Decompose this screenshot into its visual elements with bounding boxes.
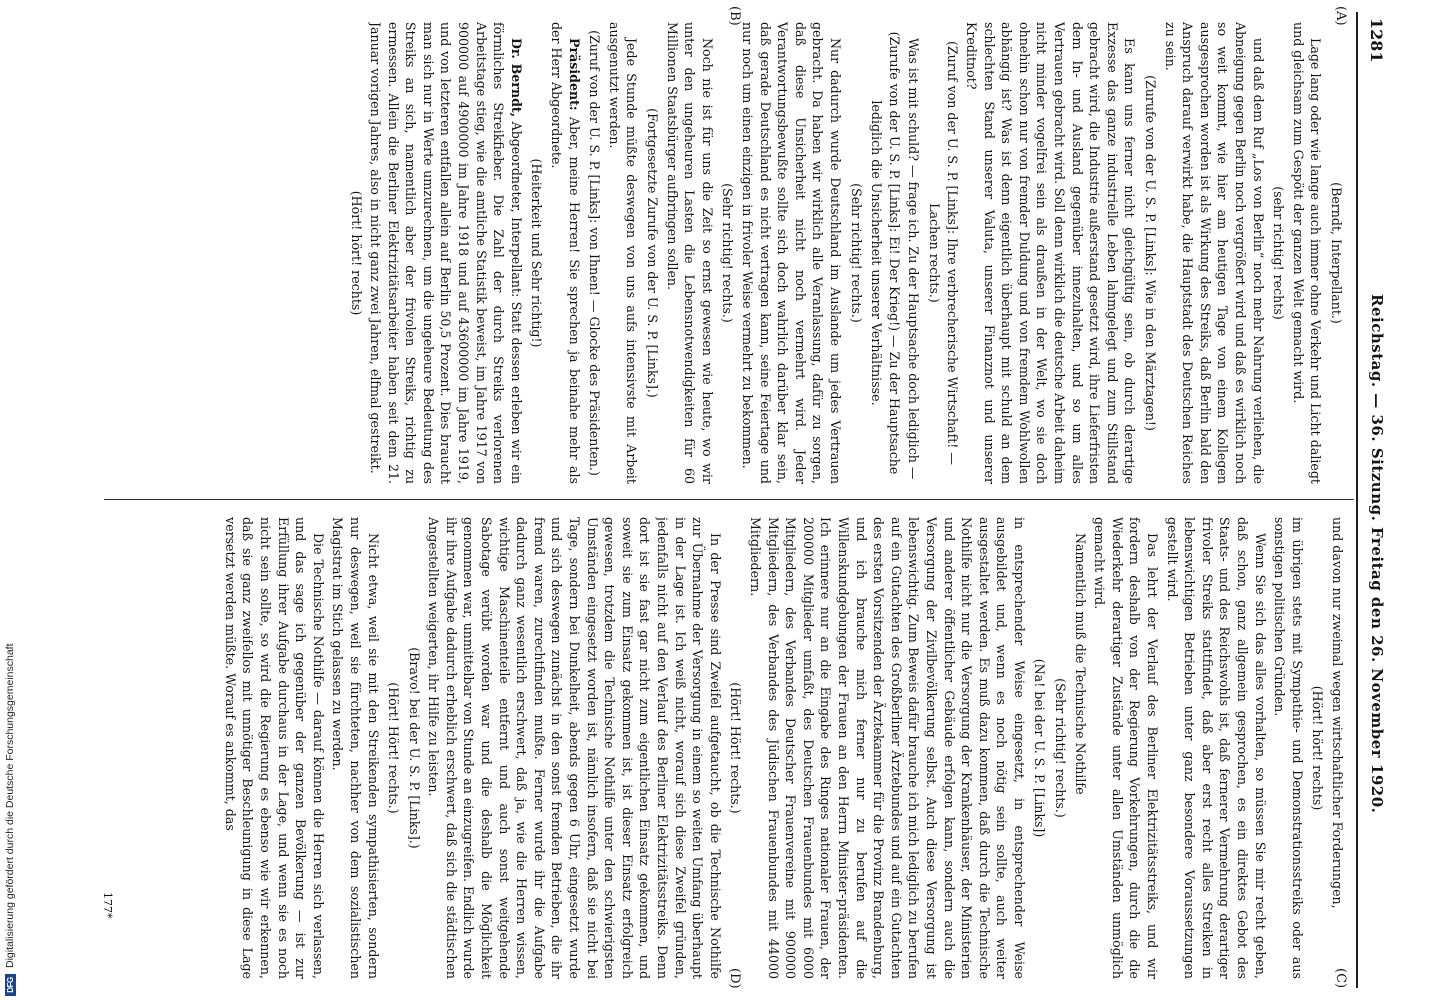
page-number: 1281 bbox=[1367, 18, 1386, 63]
speech-paragraph bbox=[547, 22, 582, 484]
margin-marker-b: (B) bbox=[727, 6, 742, 26]
margin-marker-a: (A) bbox=[1333, 6, 1348, 26]
interjection: (Sehr richtig! rechts.) bbox=[848, 183, 864, 323]
interjection: (sehr richtig! rechts) bbox=[1271, 186, 1287, 320]
speech-text: Abgeordneter, Interpellant: Statt dessen erleben wir ein förmliches Streikfieber. Die Zahl der durch Streiks verlorenen Arbeitstage stieg, wie die amtliche Statistik beweist, im Jahre 1917 von 900000 auf 4900000 im Jahre 1918 und auf 43600000 im Jahre 1919, und von letzteren entfallen allein auf Berlin 50,5 Prozent. Dies braucht man sich nur in Werte umzurechnen, um die ungeheure Bedeutung des Streiks an sich, namentlich aber der frivolen Streiks, richtig zu ermessen. Allein die Berliner Elektrizitätsarbeiter haben seit dem 21. Januar vorigen Jahres, also in nicht ganz zwei Jahren, elfmal gestreikt. bbox=[368, 22, 524, 484]
dfg-logo-icon: DFG bbox=[5, 974, 16, 996]
interjection: (Hört! Hört! rechts.) bbox=[728, 682, 744, 814]
interjection: (Zurufe von der U. S. P. [Links]: Wie in den Märztagen!) bbox=[1143, 75, 1159, 431]
interjection: (Hört! hört! rechts) bbox=[348, 190, 364, 316]
interjection: (Hört! hört! rechts) bbox=[1310, 685, 1326, 811]
running-title: Reichstag. — 36. Sitzung. Freitag den 26. November 1920. bbox=[1368, 294, 1386, 814]
text-paragraph: und davon nur zweimal wegen wirtschaftlicher Forderungen, bbox=[1330, 517, 1345, 909]
text-paragraph: Die Technische Nothilfe — darauf können die Herren sich verlassen, und das sage ich gegenüber der ganzen Bevölkerung — ist zur Erfüllung ihrer Aufgabe durchaus in der Lage, und wenn sie es noch nicht sein sollte, so wird die Regierung es ebenso wie wir erkennen, daß sie ganz zweifellos mit unnötiger Beschleunigung in diese Lage versetzt werden müßte. Worauf es ankommt, das bbox=[222, 517, 326, 979]
text-paragraph: Das lehrt der Verlauf des Berliner Elektrizitätsstreiks, und wir fordern deshalb von der Regierung Vorkehrungen, durch die die Wiederkehr derartiger Zustände unter allen Umständen unmöglich gemacht wird. bbox=[1092, 517, 1161, 979]
margin-marker-c: (C) bbox=[1333, 968, 1348, 989]
interjection: (Zurufe von der U. S. P. [Links]: Ei! Der Krieg!) — Zu der Hauptsache lediglich die Unsicherheit unserer Verhältnisse. bbox=[869, 31, 902, 475]
margin-marker-d: (D) bbox=[727, 968, 742, 989]
text-paragraph: Lage lang oder wie lange auch immer ohne Verkehr und Licht daliegt und gleichsam zum Gespött der ganzen Welt gemacht wird. bbox=[1290, 22, 1324, 484]
interjection: (Hört! Hört! rechts.) bbox=[386, 682, 402, 814]
speaker-name: Dr. Berndt, bbox=[508, 38, 524, 118]
header-rule bbox=[1356, 12, 1358, 988]
right-text-column bbox=[106, 517, 1346, 979]
text-paragraph: in entsprechender Weise eingesetzt, in entsprechender Weise ausgebildet und, wenn es noch nötig sein sollte, auch weiter ausgestaltet werden. Es muß dazu kommen, daß durch die Technische Nothilfe nicht nur die Versorgung der Krankenhäuser, der Ministerien und anderer öffentlicher Gebäude erfolgen kann, sondern auch die Versorgung der Zivilbevölkerung selbst. Auch diese Versorgung ist lebenswichtig. Zum Beweis dafür brauche ich mich lediglich zu berufen auf ein Gutachten des Großberliner Ärztebundes und auf ein Gutachten des ersten Vorsitzenden der Ärztekammer für die Provinz Brandenburg, und ich brauche mich ferner nur zu berufen auf die Willenskundgebungen der Frauen an den Herrn Minister-präsidenten. Ich erinnere nur an die Eingabe des Ringes nationaler Frauen, der 200000 Mitglieder umfaßt, des Deutschen Frauenbundes mit 6000 Mitgliedern, des Verbandes Deutscher Frauenvereine mit 900000 Mitgliedern, des Verbandes des Jüdischen Frauenbundes mit 44000 Mitgliedern. bbox=[748, 517, 1027, 979]
interjection: (Heiterkeit und Sehr richtig!) bbox=[529, 158, 545, 348]
text-paragraph: und daß dem Ruf „Los von Berlin“ noch mehr Nahrung verliehen, die Abneigung gegen Berlin noch vergrößert wird und daß es wirklich noch so weit kommt, wie hier am heutigen Tage von einem Kollegen ausgesprochen worden ist als Wirkung des Streiks, daß Berlin bald den Anspruch darauf verwirkt habe, die Hauptstadt des Deutschen Reiches zu sein. bbox=[1162, 22, 1266, 484]
page-header bbox=[1356, 12, 1392, 988]
interjection: (Zuruf von der U. S. P. [Links]: Ihre verbrecherische Wirtschaft! — Lachen rechts.) bbox=[926, 41, 960, 465]
speech-text: Aber, meine Herren! Sie sprechen ja beinahe mehr als der Herr Abgeordnete. bbox=[549, 22, 582, 484]
rotated-page bbox=[92, 6, 1392, 989]
digitization-credit bbox=[2, 0, 18, 996]
interjection: (Bravo! bei der U. S. P. [Links].) bbox=[406, 647, 422, 849]
speech-paragraph bbox=[367, 22, 525, 484]
digitization-credit-text: Digitalisierung gefördert durch die Deutsche Forschungsgemeinschaft bbox=[4, 643, 16, 968]
text-paragraph: In der Presse sind Zweifel aufgetaucht, ob die Technische Nothilfe zur Übernahme der Versorgung in einem so weiten Umfang überhaupt in der Lage ist. Ich weiß nicht, worauf sich diese Zweifel gründen, jedenfalls nicht auf den Verlauf des Berliner Elektrizitätsstreiks. Denn dort ist sie fast gar nicht zum eigentlichen Einsatz gekommen, und soweit sie zum Einsatz gekommen ist, ist dieser Einsatz erfolgreich gewesen, trotzdem die Technische Nothilfe unter den schwierigsten Umständen eingesetzt worden ist, nämlich insofern, daß sie nicht bei Tage, sondern bei Dunkelheit, abends gegen 6 Uhr, eingesetzt wurde und sich deswegen zunächst in den sonst fremden Betrieben, die ihr fremd waren, zurechtfinden mußte. Ferner wurde ihr die Aufgabe dadurch ganz wesentlich erschwert, daß ja, wie die Herren wissen, wichtige Maschinenteile entfernt und auch sonst weitgehende Sabotage verübt worden war und die deshalb die Möglichkeit genommen war, unmittelbar von Stunde an einzugreifen. Endlich wurde ihr ihre Aufgabe dadurch erheblich erschwert, daß sich die städtischen Angestellten weigerten, ihr Hilfe zu leisten. bbox=[426, 517, 723, 979]
text-paragraph: Was ist mit schuld? — frage ich. Zu der Hauptsache doch lediglich — bbox=[906, 38, 922, 480]
text-paragraph: Nur dadurch wurde Deutschland im Auslande um jedes Vertrauen gebracht. Da haben wir wirklich alle Veranlassung, dafür zu sorgen, daß diese Unsicherheit nicht noch vermehrt wird. Jeder Verantwortungsbewußte sollte sich doch wahrlich darüber klar sein, daß gerade Deutschland es nicht vertragen kann, seine Feiertage und nur noch um einen einzigen in frivoler Weise vermehrt zu bekommen. bbox=[740, 22, 843, 484]
text-paragraph: im übrigen stets mit Sympathie- und Demonstrationsstreiks oder aus sonstigen politischen Gründen. bbox=[1272, 517, 1305, 979]
speaker-name: Präsident: bbox=[566, 38, 582, 111]
text-paragraph: Namentlich muß die Technische Nothilfe bbox=[1072, 533, 1088, 795]
text-paragraph: Nicht etwa, weil sie mit den Streikenden sympathisierten, sondern nur deswegen, weil sie fürchteten, nachher von dem sozialistischen Magistrat im Stich gelassen zu werden. bbox=[330, 517, 381, 979]
text-paragraph: Wenn Sie sich das alles vorhalten, so müssen Sie mir recht geben, daß schon, ganz allgemein gesprochen, es ein direktes Gebot des Staats- und des Reichswohls ist, daß fernerer Vermehrung derartiger frivoler Streiks stattfindet, daß aber erst recht alles Streiken in lebenswichtigen Betrieben unter ganz besondere Voraussetzungen gestellt wird. bbox=[1164, 517, 1268, 979]
column-divider bbox=[104, 499, 1354, 500]
text-paragraph: Noch nie ist für uns die Zeit so ernst gewesen wie heute, wo wir unter den ungeheuren Lasten die Lebensnotwendigkeiten für 60 Millionen Staatsbürger aufbringen sollen. bbox=[664, 22, 715, 484]
left-text-column bbox=[106, 22, 1346, 484]
text-paragraph: Jede Stunde müßte deswegen von uns aufs intensivste mit Arbeit ausgenutzt werden. bbox=[606, 22, 640, 484]
signature-mark: 177* bbox=[101, 892, 114, 919]
interjection: (Berndt, Interpellant.) bbox=[1329, 182, 1344, 324]
interjection: (Sehr richtig! rechts.) bbox=[1053, 678, 1069, 818]
text-paragraph: Es kann uns ferner nicht gleichgültig sein, ob durch derartige Exzesse das ganze industrielle Leben lahmgelegt und zum Stillstand gebracht wird, die Industrie außerstand gesetzt wird, ihre Lieferfristen dem In- und Ausland gegenüber innezuhalten, und so um alles Vertrauen gebracht wird. Soll denn wirklich die deutsche Arbeit daheim nicht minder vogelfrei sein als draußen in der Welt, wo sie doch ohnehin schon nur von fremder Duldung und von fremdem Wohlwollen abhängig ist? Was ist denn eigentlich überhaupt mit schuld an dem schlechten Stand unserer Valuta, unserer Finanznot und unserer Kreditnot? bbox=[964, 22, 1138, 484]
interjection: (Zuruf von der U. S. P. [Links]: von Ihnen! — Glocke des Präsidenten.) bbox=[587, 30, 603, 476]
interjection: (Sehr richtig! rechts.) bbox=[720, 183, 736, 323]
interjection: (Fortgesetzte Zurufe von der U. S. P. [Links].) bbox=[645, 108, 661, 398]
interjection: (Na! bei der U. S. P. [Links]) bbox=[1032, 658, 1048, 838]
